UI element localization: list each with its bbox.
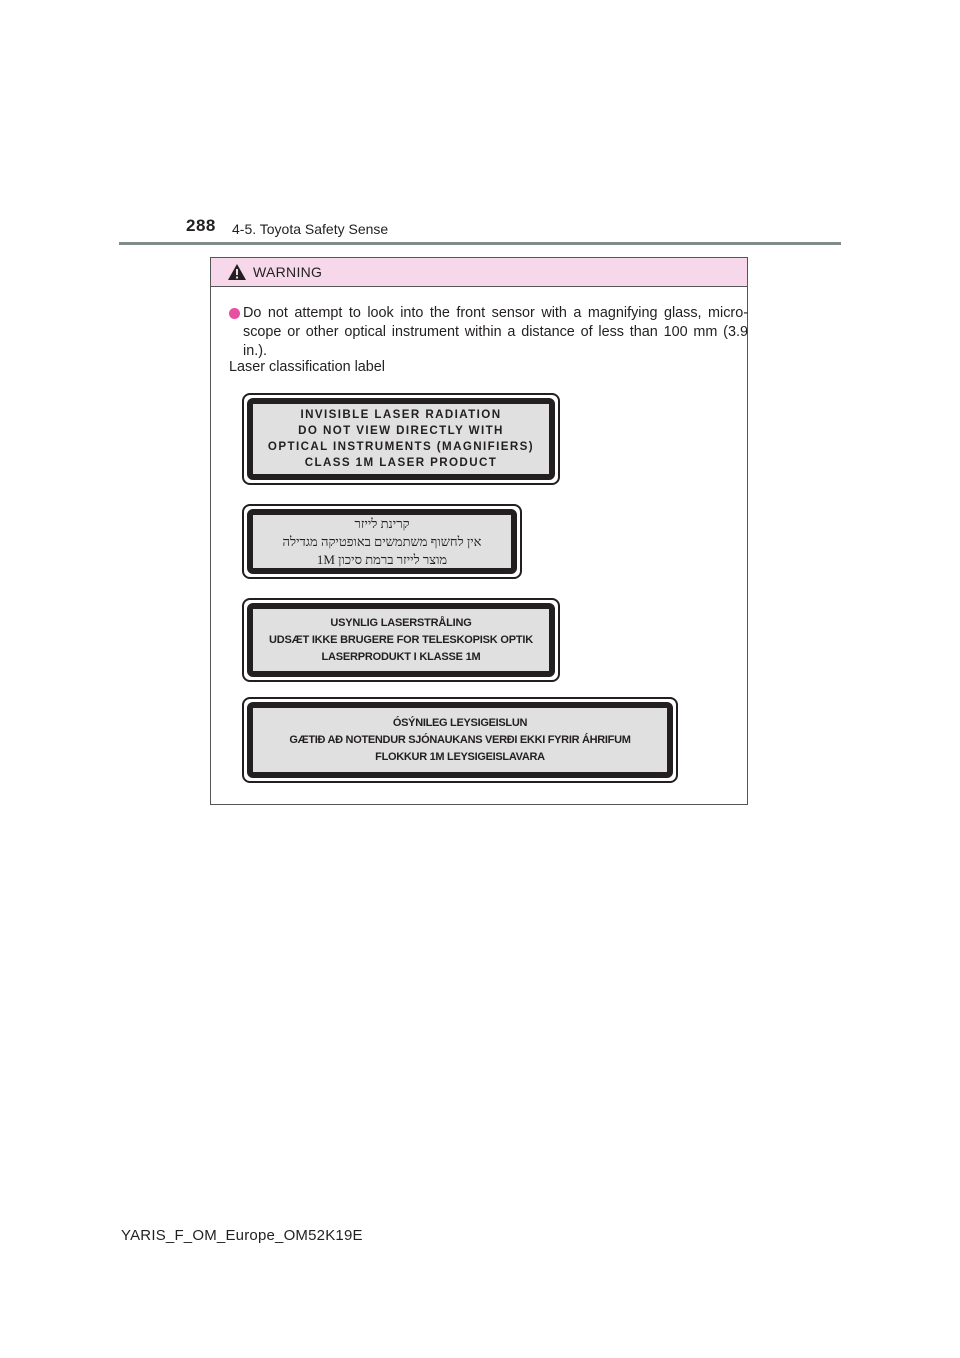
label-line: GÆTIÐ AÐ NOTENDUR SJÓNAUKANS VERÐI EKKI FYRIR ÁHRIFUM [289, 733, 631, 746]
label-line: UDSÆT IKKE BRUGERE FOR TELESKOPISK OPTIK [269, 633, 533, 646]
laser-label-danish [242, 598, 560, 682]
header-rule [119, 242, 841, 245]
laser-label-caption: Laser classification label [229, 359, 385, 375]
label-line: FLOKKUR 1M LEYSIGEISLAVARA [375, 750, 545, 763]
document-code-footer: YARIS_F_OM_Europe_OM52K19E [121, 1227, 363, 1244]
laser-label-hebrew [242, 504, 522, 579]
page-number: 288 [186, 216, 216, 235]
warning-bullet [229, 304, 749, 361]
label-line: ÓSÝNILEG LEYSIGEISLUN [392, 716, 528, 729]
laser-label-danish-panel [247, 603, 555, 677]
section-title: 4-5. Toyota Safety Sense [232, 221, 389, 237]
warning-title: WARNING [253, 264, 323, 280]
warning-header [211, 258, 747, 287]
laser-label-english-panel [247, 398, 555, 480]
label-line: INVISIBLE LASER RADIATION [300, 408, 502, 421]
label-line: אין לחשוף משתמשים באופטיקה מגדילה [282, 533, 482, 549]
warning-triangle-icon [227, 263, 247, 281]
warning-bullet-text: Do not attempt to look into the front sensor with a magnifying glass, micro-scope or other optical instrument within a distance of less than 100 mm (3.9 in.). [243, 305, 748, 359]
label-line: USYNLIG LASERSTRÅLING [330, 616, 472, 629]
laser-label-icelandic [242, 697, 678, 783]
label-line: OPTICAL INSTRUMENTS (MAGNIFIERS) [267, 440, 535, 453]
bullet-dot [229, 308, 240, 319]
label-line: מוצר לייזר ברמת סיכון 1M [316, 551, 448, 567]
label-line: קרינת לייזר [354, 515, 410, 531]
label-line: CLASS 1M LASER PRODUCT [304, 456, 498, 469]
laser-label-english [242, 393, 560, 485]
label-line: LASERPRODUKT I KLASSE 1M [321, 650, 481, 663]
label-line: DO NOT VIEW DIRECTLY WITH [298, 424, 504, 437]
laser-label-hebrew-panel [247, 509, 517, 574]
laser-label-icelandic-panel [247, 702, 673, 778]
